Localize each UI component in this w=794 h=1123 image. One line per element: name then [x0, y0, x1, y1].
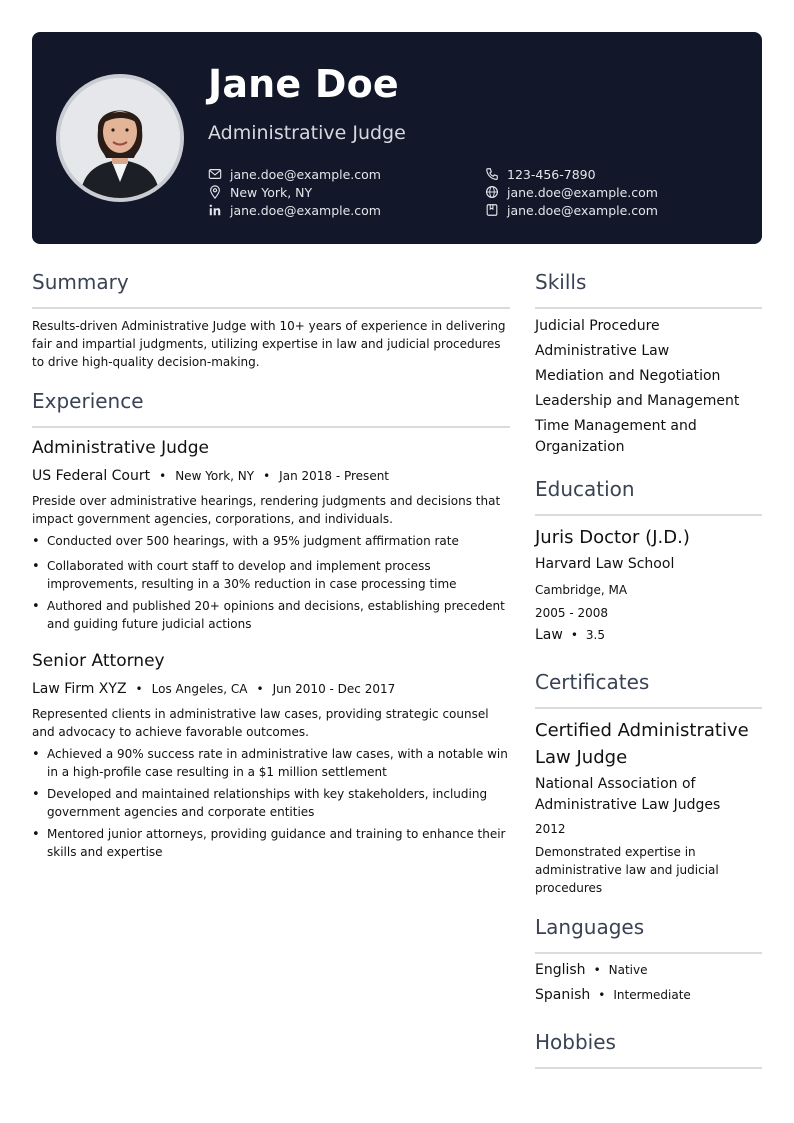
separator: •	[593, 963, 601, 977]
language-level: Native	[608, 963, 648, 977]
job-bullet: • Authored and published 20+ opinions and decisions, establishing precedent and guiding future judicial actions	[32, 597, 510, 633]
hobbies-heading: Hobbies	[535, 1030, 616, 1054]
separator: •	[263, 469, 271, 483]
contact-email-text: jane.doe@example.com	[230, 166, 381, 182]
education-field-gpa	[535, 627, 605, 643]
education-gpa: 3.5	[585, 628, 606, 642]
education-location: Cambridge, MA	[535, 583, 628, 597]
job-meta	[32, 681, 395, 697]
hobbies-divider	[535, 1067, 762, 1069]
person-portrait-icon	[60, 78, 180, 198]
skill-item: Administrative Law	[535, 343, 670, 359]
skill-item: Mediation and Negotiation	[535, 368, 721, 384]
job-bullet: • Conducted over 500 hearings, with a 95% judgment affirmation rate	[32, 532, 510, 550]
skill-item: Leadership and Management	[535, 393, 740, 409]
job-organization: Law Firm XYZ	[32, 681, 127, 697]
certificates-heading: Certificates	[535, 670, 650, 694]
education-divider	[535, 514, 762, 516]
languages-heading: Languages	[535, 915, 645, 939]
separator: •	[598, 988, 606, 1002]
job-description: Preside over administrative hearings, rendering judgments and decisions that impact government agencies, corporations, and individuals.	[32, 494, 501, 526]
globe-icon	[485, 185, 499, 199]
job-location: Los Angeles, CA	[151, 682, 248, 696]
job-dates: Jun 2010 - Dec 2017	[272, 682, 396, 696]
candidate-name: Jane Doe	[208, 62, 399, 106]
contact-location	[208, 183, 312, 201]
skills-heading: Skills	[535, 270, 587, 294]
contact-linkedin-text: jane.doe@example.com	[230, 202, 381, 218]
education-school: Harvard Law School	[535, 556, 675, 572]
bookmark-icon	[485, 203, 499, 217]
certificate-description: Demonstrated expertise in administrative law and judicial procedures	[535, 845, 719, 895]
separator: •	[570, 628, 578, 642]
job-location: New York, NY	[175, 469, 255, 483]
contact-location-text: New York, NY	[230, 184, 313, 200]
phone-icon	[485, 167, 499, 181]
mail-icon	[208, 167, 222, 181]
language-item	[535, 987, 691, 1003]
contact-linkedin[interactable]	[208, 201, 381, 219]
job-organization: US Federal Court	[32, 468, 151, 484]
job-bullet: • Developed and maintained relationships with key stakeholders, including government agencies and corporate entities	[32, 785, 510, 821]
language-level: Intermediate	[613, 988, 691, 1002]
job-dates: Jan 2018 - Present	[279, 469, 390, 483]
location-pin-icon	[208, 185, 222, 199]
languages-divider	[535, 952, 762, 954]
contact-portfolio-text: jane.doe@example.com	[507, 202, 658, 218]
language-name: Spanish	[535, 987, 591, 1003]
contact-website[interactable]	[485, 183, 658, 201]
contact-phone[interactable]	[485, 165, 596, 183]
summary-text: Results-driven Administrative Judge with 10+ years of experience in delivering fair and impartial judgments, utilizing expertise in law and judicial procedures to drive high-quality decision-making.	[32, 319, 506, 369]
job-bullet: • Achieved a 90% success rate in administrative law cases, with a notable win in a high-profile case resulting in a $1 million settlement	[32, 745, 510, 781]
certificate-name: Certified Administrative Law Judge	[535, 720, 749, 768]
skill-item: Judicial Procedure	[535, 318, 660, 334]
certificate-year: 2012	[535, 822, 566, 836]
language-item	[535, 962, 648, 978]
profile-photo	[56, 74, 184, 202]
linkedin-icon	[208, 203, 222, 217]
job-title: Administrative Judge	[32, 438, 209, 458]
education-degree: Juris Doctor (J.D.)	[535, 527, 690, 548]
language-name: English	[535, 962, 586, 978]
contact-website-text: jane.doe@example.com	[507, 184, 658, 200]
separator: •	[135, 682, 143, 696]
candidate-title: Administrative Judge	[208, 122, 406, 144]
certificates-divider	[535, 707, 762, 709]
contact-email[interactable]	[208, 165, 381, 183]
separator: •	[256, 682, 264, 696]
resume-header	[32, 32, 762, 244]
summary-divider	[32, 307, 510, 309]
summary-heading: Summary	[32, 270, 129, 294]
contact-portfolio[interactable]	[485, 201, 658, 219]
skill-item: Time Management and Organization	[535, 418, 697, 455]
skills-divider	[535, 307, 762, 309]
experience-divider	[32, 426, 510, 428]
job-bullet: • Collaborated with court staff to develop and implement process improvements, resulting in a 30% reduction in case processing time	[32, 557, 510, 593]
job-title: Senior Attorney	[32, 651, 165, 671]
education-field: Law	[535, 627, 563, 643]
education-dates: 2005 - 2008	[535, 606, 609, 620]
job-description: Represented clients in administrative law cases, providing strategic counsel and advocacy to achieve favorable outcomes.	[32, 707, 489, 739]
experience-heading: Experience	[32, 389, 144, 413]
job-bullet: • Mentored junior attorneys, providing guidance and training to enhance their skills and expertise	[32, 825, 510, 861]
certificate-issuer: National Association of Administrative Law Judges	[535, 776, 721, 813]
education-heading: Education	[535, 477, 635, 501]
job-meta	[32, 468, 389, 484]
contact-phone-text: 123-456-7890	[507, 166, 596, 182]
separator: •	[159, 469, 167, 483]
